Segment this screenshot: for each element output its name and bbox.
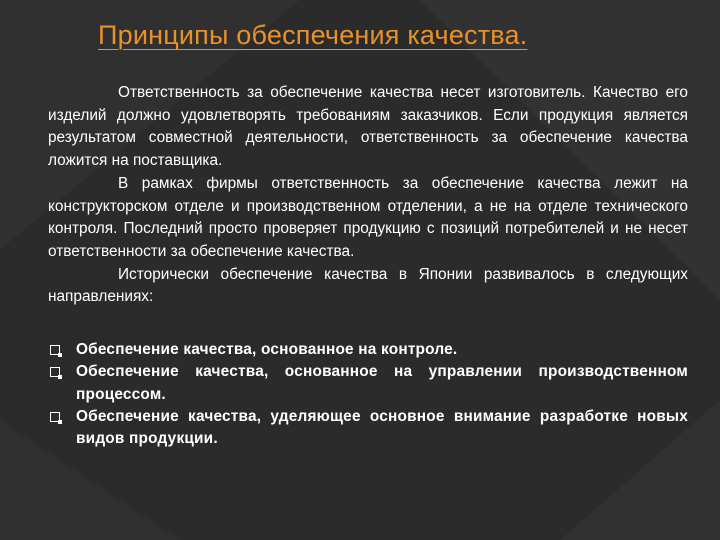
checkbox-square-icon	[50, 367, 60, 377]
bullet-text: Обеспечение качества, основанное на контроле.	[76, 341, 458, 358]
slide-title: Принципы обеспечения качества.	[98, 20, 528, 50]
bullet-text: Обеспечение качества, уделяющее основное внимание разработке новых видов продукции.	[76, 407, 688, 448]
checkbox-square-icon	[50, 345, 60, 355]
paragraph: Исторически обеспечение качества в Японии развивалось в следующих направлениях:	[48, 265, 688, 306]
checkbox-square-icon	[50, 412, 60, 422]
bullet-item	[48, 406, 688, 451]
bullet-list	[48, 339, 688, 450]
slide-body	[48, 82, 688, 309]
bullet-item	[48, 339, 688, 361]
paragraph: Ответственность за обеспечение качества несет изготовитель. Качество его изделий должно удовлетворять требованиям заказчиков. Если продукция является результатом совместной деятельности, ответственность за обеспечение качества ложится на поставщика.	[48, 84, 688, 170]
bullet-text: Обеспечение качества, основанное на управлении производственном процессом.	[76, 363, 688, 403]
bullet-item	[48, 361, 688, 406]
slide	[48, 0, 688, 540]
paragraph: В рамках фирмы ответственность за обеспечение качества лежит на конструкторском отделе и производственном отделении, а не на отделе технического контроля. Последний просто проверяет продукцию с позиций потребителей и не несет ответственности за обеспечение качества.	[48, 174, 688, 260]
